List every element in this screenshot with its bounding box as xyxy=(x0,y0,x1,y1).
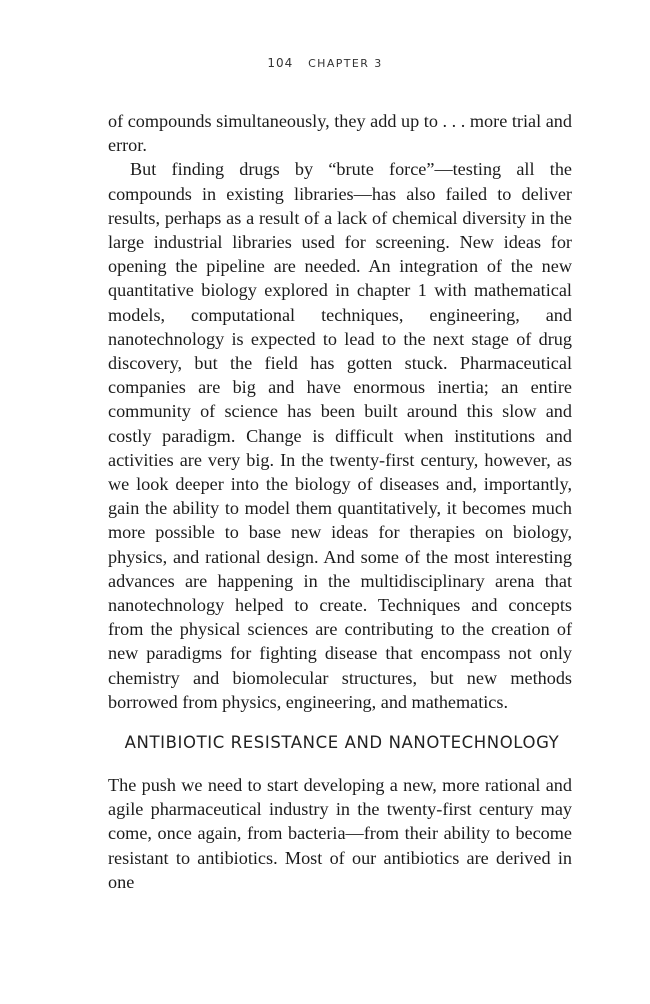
page-number: 104 xyxy=(267,56,294,70)
section-first-paragraph: The push we need to start developing a new, more rational and agile pharmaceutical industry in the twenty-first century may come, once again, from bacteria—from their ability to become resistant to antibiotics. Most of our antibiotics are derived in one xyxy=(108,775,572,892)
body-paragraph: But finding drugs by “brute force”—testing all the compounds in existing libraries—has also failed to deliver results, perhaps as a result of a lack of chemical diversity in the large industrial libraries used for screening. New ideas for opening the pipeline are needed. An integration of the new quantitative biology explored in chapter 1 with mathematical models, computational techniques, engineering, and nanotechnology is expected to lead to the next stage of drug discovery, but the field has gotten stuck. Pharmaceutical companies are big and have enormous inertia; an entire community of science has been built around this slow and costly paradigm. Change is difficult when institutions and activities are very big. In the twenty-first century, however, as we look deeper into the biology of diseases and, importantly, gain the ability to model them quantitatively, it becomes much more possible to base new ideas for therapies on biology, physics, and rational design. And some of the most interesting advances are happening in the multidisciplinary arena that nanotechnology helped to create. Techniques and concepts from the physical sciences are contributing to the creation of new paradigms for fighting disease that encompass not only chemistry and biomolecular structures, but new methods borrowed from physics, engineering, and mathematics. xyxy=(108,159,572,712)
running-head xyxy=(0,56,650,70)
section-text-block xyxy=(108,773,572,894)
continued-paragraph: of compounds simultaneously, they add up to . . . more trial and error. xyxy=(108,111,572,156)
text-block xyxy=(108,109,572,714)
section-heading: ANTIBIOTIC RESISTANCE AND NANOTECHNOLOGY xyxy=(124,733,560,752)
chapter-label: CHAPTER 3 xyxy=(308,57,383,70)
